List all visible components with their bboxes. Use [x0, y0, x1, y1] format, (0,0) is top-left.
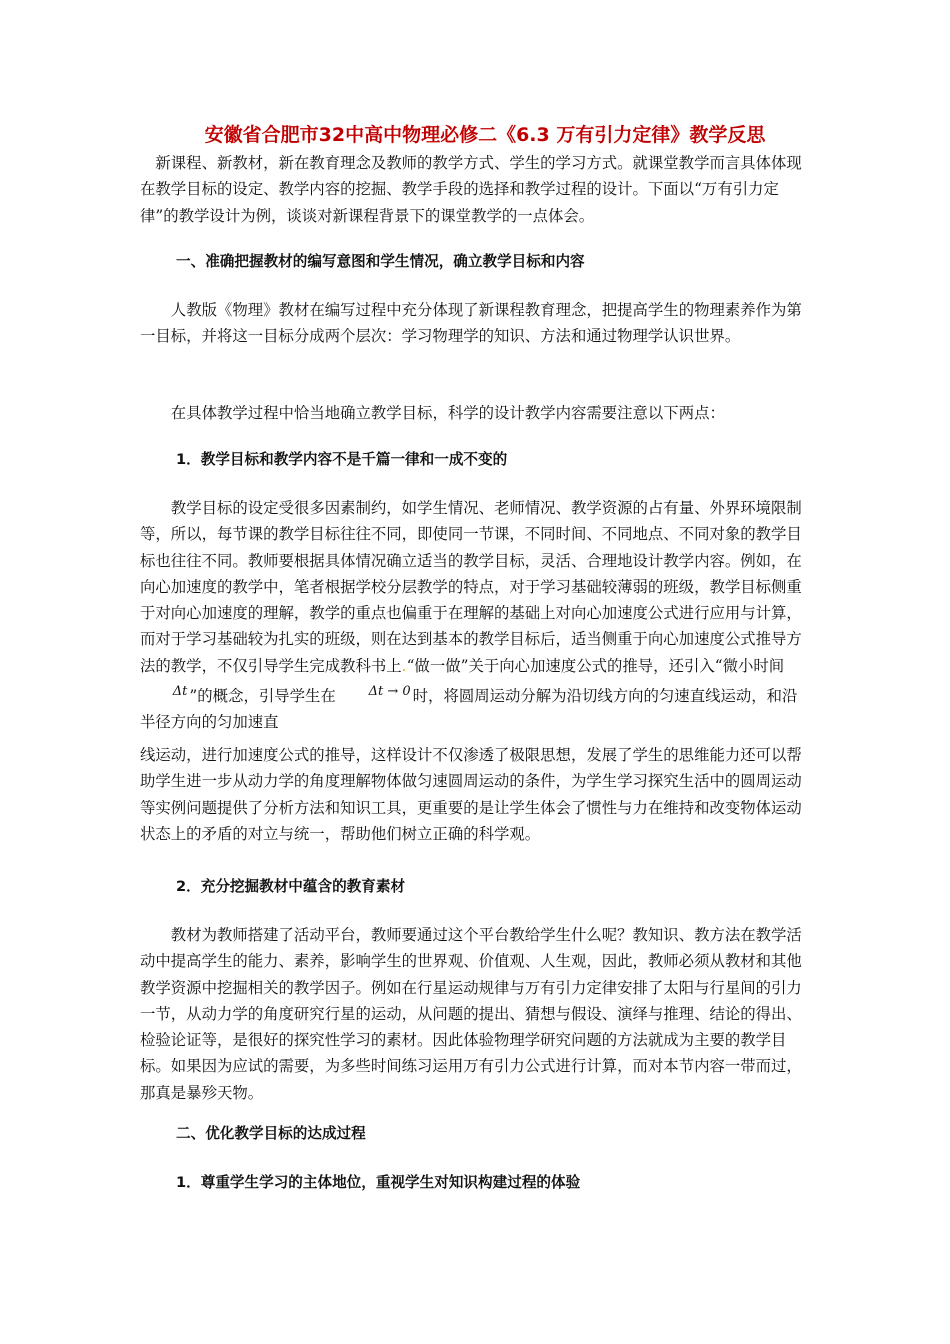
decorative-dot: .	[401, 656, 407, 675]
point-1-text-b: “做一做”关于向心加速度公	[406, 656, 592, 675]
section-1-paragraph-2: 在具体教学过程中恰当地确立教学目标，科学的设计教学内容需要注意以下两点：	[170, 404, 725, 422]
section-1-heading: 一、准确把握教材的编写意图和学生情况，确立教学目标和内容	[176, 253, 585, 270]
point-2-heading: 2．充分挖掘教材中蕴含的教育素材	[176, 878, 406, 895]
point-1-text-c: 式的推导，还引入“微小时间	[591, 656, 785, 675]
math-delta-t-limit: Δt → 0	[368, 684, 411, 700]
intro-paragraph: 新课程、新教材，新在教育理念及教师的教学方式、学生的学习方式。就课堂教学而言具体体现在教学目标的设定、教学内容的挖掘、教学手段的选择和教学过程的设计。下面以“万有引力定律”的教学设计为例，谈谈对新课程背景下的课堂教学的一点体会。	[140, 154, 802, 225]
point-1-text-e: 时，将圆周运动分解为沿切线方向的匀速直线运动，和沿半径方向的匀加速直	[140, 687, 798, 732]
section-2-point-1-heading: 1．尊重学生学习的主体地位，重视学生对知识构建过程的体验	[176, 1174, 581, 1191]
point-1-heading: 1．教学目标和教学内容不是千篇一律和一成不变的	[176, 451, 508, 468]
section-2-heading: 二、优化教学目标的达成过程	[176, 1125, 366, 1142]
point-1-text-a: 教学目标的设定受很多因素制约，如学生情况、老师情况、教学资源的占有量、外界环境限制等，所以，每节课的教学目标往往不同，即使同一节课，不同时间、不同地点、不同对象的教学目标也往往不同。教师要根据具体情况确立适当的教学目标，灵活、合理地设计教学内容。例如，在向心加速度的教学中，笔者根据学校分层教学的特点，对于学习基础较薄弱的班级，教学目标侧重于对向心加速度的理解，教学的重点也偏重于在理解的基础上对向心加速度公式进行应用与计算，而对于学习基础较为扎实的班级，则在达到基本的教学目标后，适当侧重于向心加速度公式推导方法的教学，不仅引导学生完成教科书上	[140, 499, 802, 675]
math-delta-t: Δt	[172, 684, 188, 700]
point-1-paragraph	[140, 495, 810, 736]
point-1-continuation: 线运动，进行加速度公式的推导，这样设计不仅渗透了极限思想，发展了学生的思维能力还可以帮助学生进一步从动力学的角度理解物体做匀速圆周运动的条件，为学生学习探究生活中的圆周运动等实例问题提供了分析方法和知识工具，更重要的是让学生体会了惯性与力在维持和改变物体运动状态上的矛盾的对立与统一，帮助他们树立正确的科学观。	[140, 746, 802, 843]
point-2-paragraph: 教材为教师搭建了活动平台，教师要通过这个平台教给学生什么呢？教知识、教方法在教学活动中提高学生的能力、素养，影响学生的世界观、价值观、人生观，因此，教师必须从教材和其他教学资源中挖掘相关的教学因子。例如在行星运动规律与万有引力定律安排了太阳与行星间的引力一节，从动力学的角度研究行星的运动，从问题的提出、猜想与假设、演绎与推理、结论的得出、检验论证等，是很好的探究性学习的素材。因此体验物理学研究问题的方法就成为主要的教学目标。如果因为应试的需要，为多些时间练习运用万有引力公式进行计算，而对本节内容一带而过，那真是暴殄天物。	[140, 926, 802, 1102]
point-1-text-d: ”的概念，引导学生在	[189, 687, 336, 706]
section-1-paragraph-1: 人教版《物理》教材在编写过程中充分体现了新课程教育理念，把提高学生的物理素养作为第一目标，并将这一目标分成两个层次：学习物理学的知识、方法和通过物理学认识世界。	[140, 301, 802, 346]
document-title: 安徽省合肥市32中高中物理必修二《6.3 万有引力定律》教学反思	[204, 124, 766, 146]
